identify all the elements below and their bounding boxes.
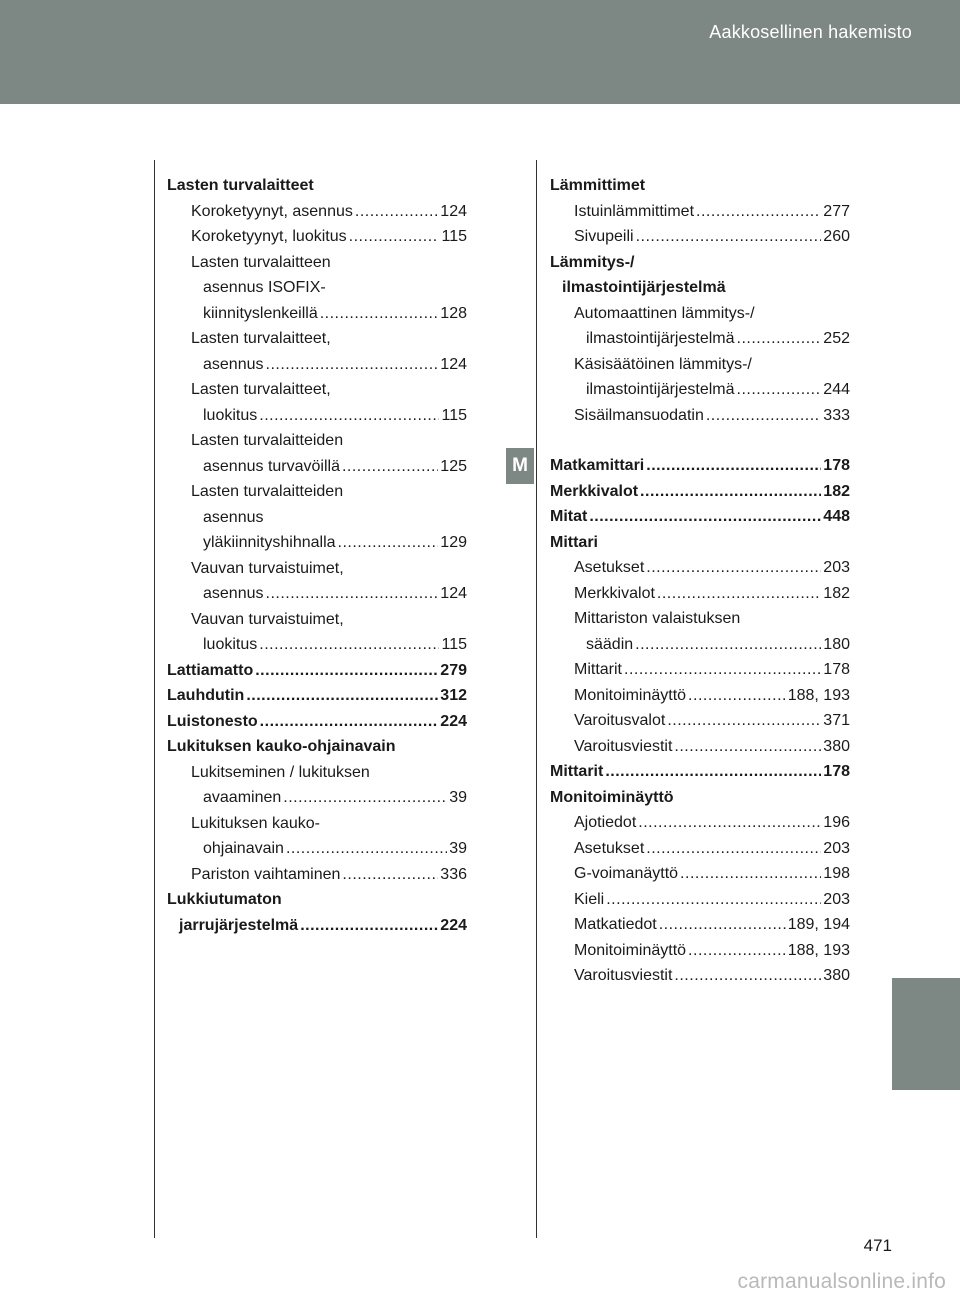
index-heading: Lukituksen kauko-ohjainavain: [167, 738, 396, 755]
index-entry: Automaattinen lämmitys-/ ilmastointijärjestelmä ..... 252: [550, 301, 850, 352]
index-entry: Sisäilmansuodatin ..... 333: [550, 403, 850, 429]
index-entry: Varoitusviestit ..... 380: [550, 734, 850, 760]
chapter-thumb-tab: [892, 978, 960, 1090]
index-entry: Lasten turvalaitteet, asennus ..... 124: [167, 326, 467, 377]
index-entry: Merkkivalot ..... 182: [550, 581, 850, 607]
page-ref: 371: [823, 712, 850, 729]
watermark: carmanualsonline.info: [737, 1270, 946, 1293]
page-ref: 124: [440, 355, 467, 373]
page-ref: 203: [823, 839, 850, 857]
page-ref: 115: [441, 636, 467, 653]
page-ref: 224: [440, 916, 467, 934]
page-ref: 129: [440, 534, 467, 551]
page-ref: 277: [823, 202, 850, 220]
page-ref: 189, 194: [787, 916, 850, 933]
left-divider: [154, 160, 155, 1238]
index-entry: Vauvan turvaistuimet, asennus ..... 124: [167, 556, 467, 607]
page-ref: 115: [441, 406, 467, 424]
index-heading: Mittarit ..... 178: [550, 759, 850, 785]
page-number: 471: [863, 1236, 892, 1255]
index-heading: Monitoiminäyttö: [550, 788, 674, 806]
page-ref: 180: [823, 635, 850, 653]
page-ref: 178: [823, 457, 850, 474]
index-entry: Koroketyynyt, luokitus ..... 115: [167, 224, 467, 250]
page-ref: 252: [823, 330, 850, 347]
index-heading: Luistonesto ..... 224: [167, 709, 467, 735]
index-column-right: [550, 173, 850, 989]
index-entry: Ajotiedot ..... 196: [550, 810, 850, 836]
index-entry: Koroketyynyt, asennus ..... 124: [167, 199, 467, 225]
page-ref: 448: [823, 508, 850, 525]
index-entry: Istuinlämmittimet ..... 277: [550, 199, 850, 225]
index-heading: Lämmitys-/ ilmastointijärjestelmä: [550, 253, 726, 296]
index-entry: Lukituksen kauko- ohjainavain ..... 39: [167, 811, 467, 862]
page-ref: 39: [449, 840, 467, 857]
index-entry: Käsisäätöinen lämmitys-/ ilmastointijärjestelmä ..... 244: [550, 352, 850, 403]
index-entry: Lasten turvalaitteet, luokitus ..... 115: [167, 377, 467, 428]
index-heading: Lasten turvalaitteet: [167, 177, 314, 194]
index-heading: Lattiamatto ..... 279: [167, 658, 467, 684]
index-entry: Matkatiedot ..... 189, 194: [550, 912, 850, 938]
page-ref: 182: [823, 584, 850, 602]
index-entry: Asetukset ..... 203: [550, 836, 850, 862]
index-entry: Mittariston valaistuksen säädin ..... 180: [550, 606, 850, 657]
index-entry: Pariston vaihtaminen ..... 336: [167, 862, 467, 888]
page-ref: 124: [440, 202, 467, 220]
page-ref: 198: [823, 865, 850, 882]
index-entry: Sivupeili ..... 260: [550, 224, 850, 250]
page-ref: 124: [440, 585, 467, 602]
index-entry: Lasten turvalaitteen asennus ISOFIX- kiinnityslenkeillä ..... 128: [167, 250, 467, 327]
index-heading: Mitat ..... 448: [550, 504, 850, 530]
index-heading: Lukkiutumaton jarrujärjestelmä ..... 224: [167, 887, 467, 938]
page-ref: 244: [823, 381, 850, 398]
index-entry: G-voimanäyttö ..... 198: [550, 861, 850, 887]
index-entry: Mittarit ..... 178: [550, 657, 850, 683]
index-heading: Matkamittari ..... 178: [550, 453, 850, 479]
page-ref: 188, 193: [787, 941, 850, 959]
index-entry: Monitoiminäyttö ..... 188, 193: [550, 683, 850, 709]
index-entry: Varoitusvalot ..... 371: [550, 708, 850, 734]
page-ref: 182: [823, 482, 850, 500]
page-ref: 260: [823, 228, 850, 245]
page-ref: 312: [440, 687, 467, 704]
section-letter-tab: M: [506, 448, 534, 484]
chapter-title: Aakkosellinen hakemisto: [709, 22, 912, 42]
page-ref: 203: [823, 559, 850, 576]
index-entry: Asetukset ..... 203: [550, 555, 850, 581]
index-heading: Lauhdutin ..... 312: [167, 683, 467, 709]
index-entry: Kieli ..... 203: [550, 887, 850, 913]
page-ref: 196: [823, 814, 850, 831]
header-bar: [0, 0, 960, 104]
page-ref: 380: [823, 967, 850, 984]
index-heading: Mittari: [550, 533, 598, 551]
index-entry: Lasten turvalaitteiden asennus yläkiinnityshihnalla ..... 129: [167, 479, 467, 556]
page-ref: 178: [823, 661, 850, 678]
page-ref: 188, 193: [787, 686, 850, 704]
page-ref: 128: [440, 304, 467, 322]
index-heading: Lämmittimet: [550, 177, 646, 194]
page-ref: 333: [823, 406, 850, 424]
page-ref: 125: [440, 457, 467, 475]
index-entry: Lukitseminen / lukituksen avaaminen ..... 39: [167, 760, 467, 811]
page-ref: 115: [441, 228, 467, 245]
center-divider: [536, 160, 537, 1238]
index-entry: Vauvan turvaistuimet, luokitus ..... 115: [167, 607, 467, 658]
page-ref: 178: [823, 763, 850, 780]
page-ref: 336: [440, 865, 467, 883]
index-heading: Merkkivalot ..... 182: [550, 479, 850, 505]
page-ref: 380: [823, 737, 850, 755]
index-entry: Lasten turvalaitteiden asennus turvavöillä ..... 125: [167, 428, 467, 479]
page-ref: 39: [449, 789, 467, 806]
page-ref: 224: [440, 712, 467, 730]
page-ref: 279: [440, 661, 467, 679]
index-entry: Varoitusviestit ..... 380: [550, 963, 850, 989]
page-ref: 203: [823, 890, 850, 908]
index-column-left: [167, 173, 467, 938]
index-entry: Monitoiminäyttö ..... 188, 193: [550, 938, 850, 964]
